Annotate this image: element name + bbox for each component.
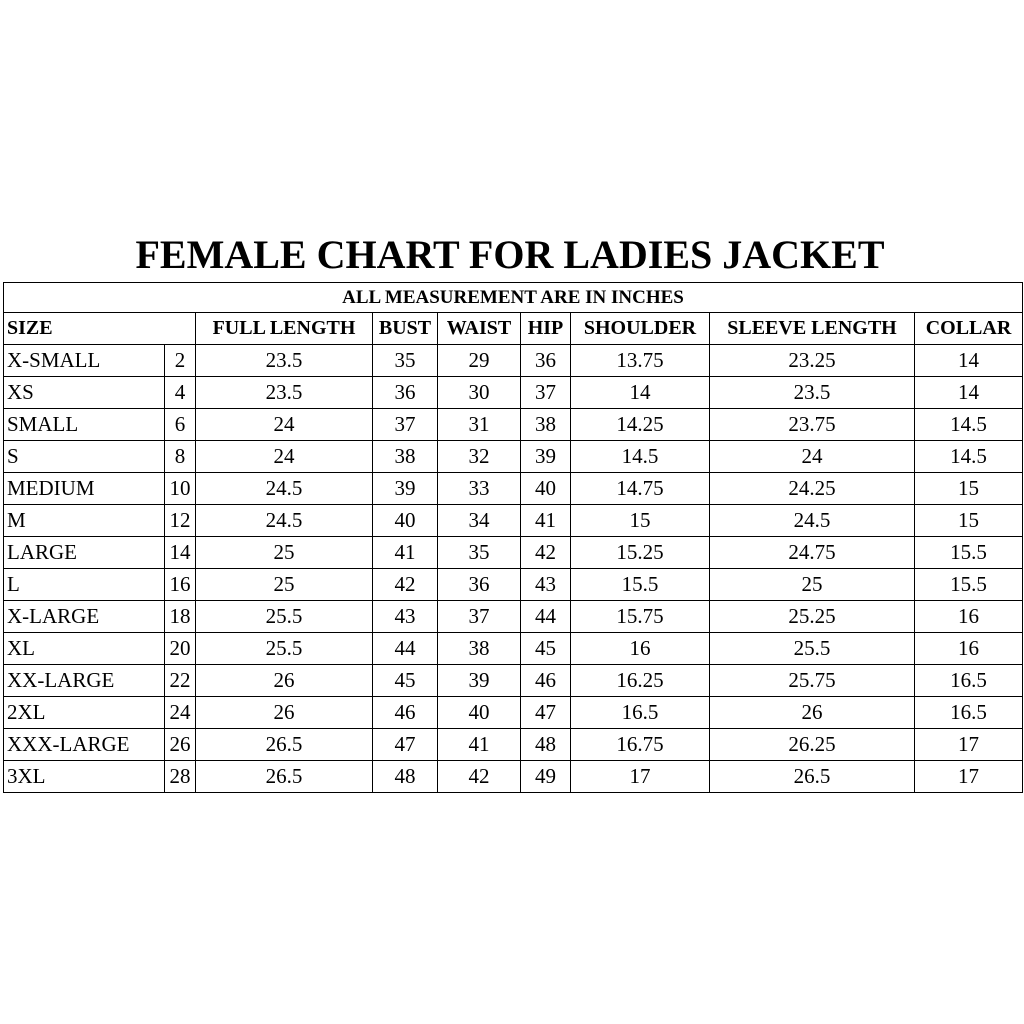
collar-value: 15.5 xyxy=(915,537,1023,569)
size-number: 28 xyxy=(165,761,196,793)
size-name: 2XL xyxy=(4,697,165,729)
hip-value: 39 xyxy=(521,441,571,473)
hip-value: 46 xyxy=(521,665,571,697)
bust-value: 38 xyxy=(373,441,438,473)
sleeve-length-value: 26.5 xyxy=(710,761,915,793)
shoulder-value: 14.25 xyxy=(571,409,710,441)
shoulder-value: 16 xyxy=(571,633,710,665)
bust-value: 47 xyxy=(373,729,438,761)
collar-value: 14.5 xyxy=(915,409,1023,441)
full-length-value: 26.5 xyxy=(196,729,373,761)
bust-value: 46 xyxy=(373,697,438,729)
bust-value: 41 xyxy=(373,537,438,569)
bust-value: 44 xyxy=(373,633,438,665)
hip-value: 42 xyxy=(521,537,571,569)
hip-value: 45 xyxy=(521,633,571,665)
sleeve-length-value: 24.75 xyxy=(710,537,915,569)
size-name: MEDIUM xyxy=(4,473,165,505)
waist-value: 41 xyxy=(438,729,521,761)
size-number: 10 xyxy=(165,473,196,505)
measurement-note-row xyxy=(4,283,1023,313)
collar-value: 16 xyxy=(915,633,1023,665)
waist-value: 37 xyxy=(438,601,521,633)
waist-value: 40 xyxy=(438,697,521,729)
table-row xyxy=(4,633,1023,665)
full-length-value: 25 xyxy=(196,537,373,569)
header-shoulder: SHOULDER xyxy=(571,313,710,345)
size-name: 3XL xyxy=(4,761,165,793)
table-row xyxy=(4,345,1023,377)
collar-value: 14 xyxy=(915,345,1023,377)
size-name: LARGE xyxy=(4,537,165,569)
sleeve-length-value: 26 xyxy=(710,697,915,729)
size-number: 12 xyxy=(165,505,196,537)
page-title: FEMALE CHART FOR LADIES JACKET xyxy=(135,232,885,277)
waist-value: 38 xyxy=(438,633,521,665)
shoulder-value: 16.75 xyxy=(571,729,710,761)
collar-value: 17 xyxy=(915,729,1023,761)
hip-value: 49 xyxy=(521,761,571,793)
size-number: 20 xyxy=(165,633,196,665)
waist-value: 31 xyxy=(438,409,521,441)
full-length-value: 24.5 xyxy=(196,505,373,537)
shoulder-value: 14.75 xyxy=(571,473,710,505)
hip-value: 43 xyxy=(521,569,571,601)
full-length-value: 24.5 xyxy=(196,473,373,505)
shoulder-value: 15.75 xyxy=(571,601,710,633)
header-collar: COLLAR xyxy=(915,313,1023,345)
bust-value: 36 xyxy=(373,377,438,409)
size-name: X-LARGE xyxy=(4,601,165,633)
hip-value: 40 xyxy=(521,473,571,505)
bust-value: 45 xyxy=(373,665,438,697)
sleeve-length-value: 25.75 xyxy=(710,665,915,697)
size-number: 16 xyxy=(165,569,196,601)
sleeve-length-value: 23.25 xyxy=(710,345,915,377)
sleeve-length-value: 24.25 xyxy=(710,473,915,505)
shoulder-value: 14 xyxy=(571,377,710,409)
shoulder-value: 15.25 xyxy=(571,537,710,569)
hip-value: 47 xyxy=(521,697,571,729)
sleeve-length-value: 24.5 xyxy=(710,505,915,537)
collar-value: 14 xyxy=(915,377,1023,409)
size-number: 18 xyxy=(165,601,196,633)
waist-value: 32 xyxy=(438,441,521,473)
bust-value: 48 xyxy=(373,761,438,793)
header-row xyxy=(4,313,1023,345)
size-name: XS xyxy=(4,377,165,409)
sleeve-length-value: 25.5 xyxy=(710,633,915,665)
shoulder-value: 13.75 xyxy=(571,345,710,377)
size-name: X-SMALL xyxy=(4,345,165,377)
collar-value: 15.5 xyxy=(915,569,1023,601)
table-row xyxy=(4,537,1023,569)
waist-value: 34 xyxy=(438,505,521,537)
bust-value: 42 xyxy=(373,569,438,601)
collar-value: 15 xyxy=(915,473,1023,505)
waist-value: 39 xyxy=(438,665,521,697)
shoulder-value: 15.5 xyxy=(571,569,710,601)
full-length-value: 26 xyxy=(196,665,373,697)
table-row xyxy=(4,601,1023,633)
full-length-value: 26 xyxy=(196,697,373,729)
table-row xyxy=(4,729,1023,761)
full-length-value: 23.5 xyxy=(196,345,373,377)
full-length-value: 24 xyxy=(196,441,373,473)
header-waist: WAIST xyxy=(438,313,521,345)
waist-value: 29 xyxy=(438,345,521,377)
measurement-note: ALL MEASUREMENT ARE IN INCHES xyxy=(4,283,1023,313)
table-row xyxy=(4,377,1023,409)
size-name: XL xyxy=(4,633,165,665)
size-number: 14 xyxy=(165,537,196,569)
bust-value: 37 xyxy=(373,409,438,441)
header-hip: HIP xyxy=(521,313,571,345)
collar-value: 16.5 xyxy=(915,697,1023,729)
waist-value: 42 xyxy=(438,761,521,793)
table-row xyxy=(4,761,1023,793)
size-name: XX-LARGE xyxy=(4,665,165,697)
waist-value: 30 xyxy=(438,377,521,409)
size-number: 22 xyxy=(165,665,196,697)
size-name: SMALL xyxy=(4,409,165,441)
bust-value: 43 xyxy=(373,601,438,633)
table-row xyxy=(4,473,1023,505)
size-name: M xyxy=(4,505,165,537)
full-length-value: 24 xyxy=(196,409,373,441)
shoulder-value: 17 xyxy=(571,761,710,793)
header-full-length: FULL LENGTH xyxy=(196,313,373,345)
full-length-value: 25.5 xyxy=(196,601,373,633)
sleeve-length-value: 25 xyxy=(710,569,915,601)
sleeve-length-value: 23.5 xyxy=(710,377,915,409)
full-length-value: 26.5 xyxy=(196,761,373,793)
shoulder-value: 14.5 xyxy=(571,441,710,473)
sleeve-length-value: 26.25 xyxy=(710,729,915,761)
collar-value: 16.5 xyxy=(915,665,1023,697)
waist-value: 36 xyxy=(438,569,521,601)
header-bust: BUST xyxy=(373,313,438,345)
size-number: 2 xyxy=(165,345,196,377)
full-length-value: 23.5 xyxy=(196,377,373,409)
table-row xyxy=(4,697,1023,729)
waist-value: 35 xyxy=(438,537,521,569)
collar-value: 14.5 xyxy=(915,441,1023,473)
header-size: SIZE xyxy=(4,313,196,345)
size-number: 4 xyxy=(165,377,196,409)
header-sleeve-length: SLEEVE LENGTH xyxy=(710,313,915,345)
hip-value: 36 xyxy=(521,345,571,377)
sleeve-length-value: 25.25 xyxy=(710,601,915,633)
sleeve-length-value: 24 xyxy=(710,441,915,473)
size-name: S xyxy=(4,441,165,473)
table-row xyxy=(4,441,1023,473)
size-name: L xyxy=(4,569,165,601)
table-row xyxy=(4,409,1023,441)
table-row xyxy=(4,569,1023,601)
full-length-value: 25 xyxy=(196,569,373,601)
size-number: 26 xyxy=(165,729,196,761)
size-number: 6 xyxy=(165,409,196,441)
size-number: 8 xyxy=(165,441,196,473)
full-length-value: 25.5 xyxy=(196,633,373,665)
hip-value: 37 xyxy=(521,377,571,409)
sleeve-length-value: 23.75 xyxy=(710,409,915,441)
shoulder-value: 16.25 xyxy=(571,665,710,697)
collar-value: 15 xyxy=(915,505,1023,537)
collar-value: 16 xyxy=(915,601,1023,633)
hip-value: 38 xyxy=(521,409,571,441)
table-row xyxy=(4,665,1023,697)
hip-value: 44 xyxy=(521,601,571,633)
bust-value: 35 xyxy=(373,345,438,377)
shoulder-value: 15 xyxy=(571,505,710,537)
hip-value: 48 xyxy=(521,729,571,761)
size-name: XXX-LARGE xyxy=(4,729,165,761)
size-number: 24 xyxy=(165,697,196,729)
waist-value: 33 xyxy=(438,473,521,505)
collar-value: 17 xyxy=(915,761,1023,793)
bust-value: 39 xyxy=(373,473,438,505)
hip-value: 41 xyxy=(521,505,571,537)
table-row xyxy=(4,505,1023,537)
bust-value: 40 xyxy=(373,505,438,537)
size-chart-table xyxy=(3,282,1023,793)
shoulder-value: 16.5 xyxy=(571,697,710,729)
